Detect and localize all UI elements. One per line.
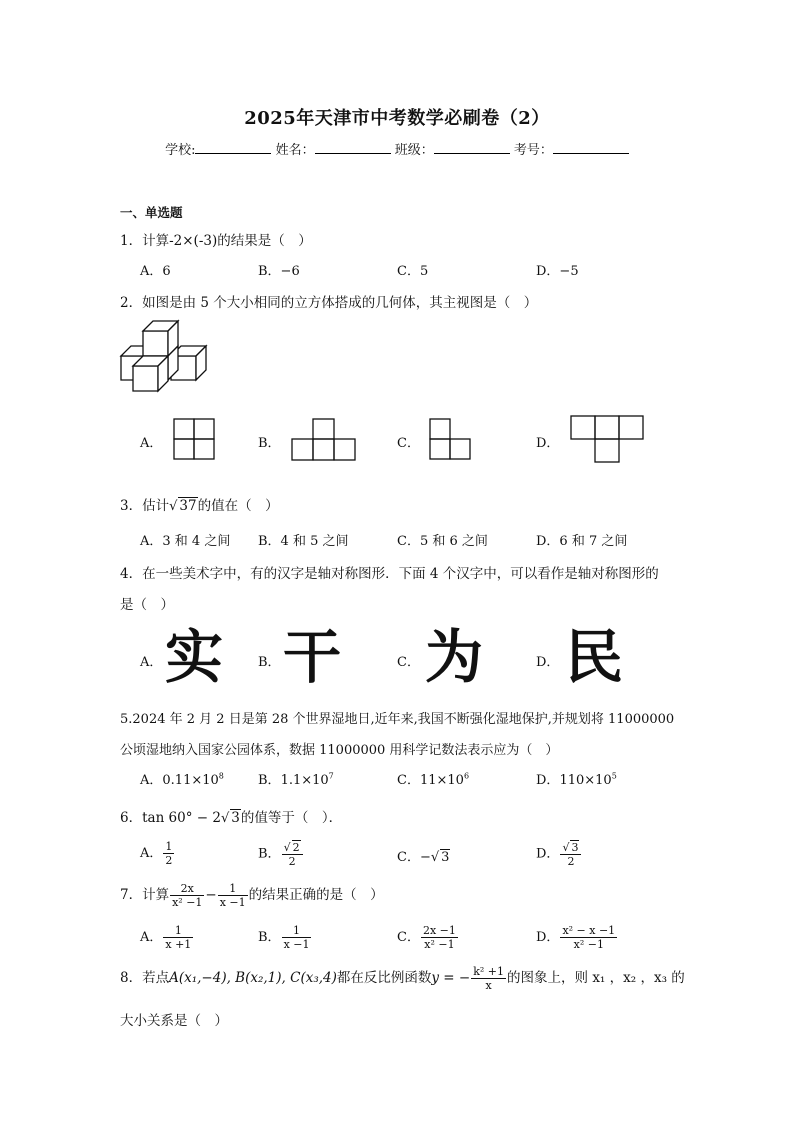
- question-2: [120, 291, 537, 311]
- q3-radicand: 37: [179, 498, 197, 514]
- q4-char-b: 干: [283, 623, 342, 691]
- q4-text-line2: 是（ ）: [120, 597, 174, 613]
- q2-option-a[interactable]: A．: [140, 436, 163, 451]
- q7-fraction-1: $\frac{2x}{\text{x² −1}}$: [172, 882, 203, 909]
- q8-points: A(x₁,−4), B(x₂,1), C(x₃,4): [169, 970, 337, 986]
- question-1: [120, 229, 312, 249]
- q1-number: 1．: [120, 233, 143, 249]
- q3-number: 3．: [120, 498, 143, 514]
- q7-option-b[interactable]: B． $\frac{1}{x -1}$: [258, 924, 310, 951]
- radical-sign-icon: √: [283, 841, 291, 854]
- q5-option-d[interactable]: D．$110\times 10^5$: [536, 771, 617, 788]
- q7-number: 7．: [120, 887, 143, 903]
- student-info-line: [0, 139, 794, 158]
- radical-sign-icon: √: [220, 811, 230, 826]
- q6-d-fraction: $\frac{√ 3}{2}$: [560, 840, 581, 868]
- question-8: [120, 965, 685, 992]
- q6-option-a[interactable]: A． $\frac{1}{2}$: [140, 840, 173, 867]
- question-4: [120, 562, 659, 582]
- view-c-figure: [429, 418, 471, 460]
- field-class: 班级：: [394, 143, 434, 158]
- q5-a-exp: 8: [218, 771, 224, 781]
- q4-option-a[interactable]: A．: [140, 655, 163, 670]
- q7-fraction-2: $\frac{1}{x -1}$: [219, 882, 246, 909]
- field-number: 考号：: [513, 143, 553, 158]
- q6-number: 6．: [120, 810, 143, 826]
- q2-option-d[interactable]: D．: [536, 436, 560, 451]
- q7-option-c[interactable]: C． $\frac{2x -1}{\text{x² −1}}$: [397, 924, 456, 951]
- q8-func-fraction: $\frac{\text{k² +1}}{x}$: [473, 965, 505, 992]
- class-blank[interactable]: [434, 141, 510, 154]
- q7-minus: −: [205, 887, 217, 903]
- q8-text-line2: 大小关系是（ ）: [120, 1013, 228, 1029]
- number-blank[interactable]: [553, 141, 629, 154]
- q5-number: 5.: [120, 712, 133, 727]
- q5-d-exp: 5: [611, 771, 617, 781]
- q7-b-fraction: $\frac{1}{x -1}$: [283, 924, 310, 951]
- q3-tail: 的值在（ ）: [197, 498, 279, 514]
- q4-char-d: 民: [565, 623, 624, 691]
- q5-c-mantissa: 11×10: [419, 773, 464, 788]
- section-heading: 一、单选题: [120, 205, 183, 220]
- q3-option-a[interactable]: A．3 和 4 之间: [140, 534, 231, 549]
- question-5: [120, 708, 674, 727]
- radical-sign-icon: √: [430, 850, 440, 865]
- q6-option-c[interactable]: C．−√ 3: [397, 850, 450, 865]
- q2-option-b[interactable]: B．: [258, 436, 281, 451]
- q1-tail: 的结果是（ ）: [217, 233, 312, 249]
- field-school: 学校:: [165, 143, 196, 158]
- q5-text-line2: 公顷湿地纳入国家公园体系，数据 11000000 用科学记数法表示应为（ ）: [120, 743, 559, 758]
- q4-number: 4．: [120, 566, 143, 582]
- q7-d-fraction: $\frac{\text{x² − x −1}}{\text{x² −1}}$: [562, 924, 616, 951]
- question-6: [120, 806, 342, 826]
- cube-stack-figure: [118, 318, 210, 394]
- q5-b-exp: 7: [328, 771, 334, 781]
- q5-text: 2024 年 2 月 2 日是第 28 个世界湿地日,近年来,我国不断强化湿地保护,并规划将 11000000: [132, 712, 675, 727]
- name-blank[interactable]: [315, 141, 391, 154]
- q7-option-d[interactable]: D． $\frac{\text{x² − x −1}}{\text{x² −1}}$: [536, 924, 616, 951]
- q2-option-c[interactable]: C．: [397, 436, 420, 451]
- q5-d-mantissa: 110×10: [559, 773, 612, 788]
- question-3: [120, 494, 279, 514]
- q2-number: 2．: [120, 295, 143, 311]
- q5-a-mantissa: 0.11×10: [162, 773, 219, 788]
- view-a-figure: [173, 418, 215, 460]
- q8-mid: 都在反比例函数: [336, 970, 432, 986]
- q4-option-d[interactable]: D．: [536, 655, 560, 670]
- q6-text: tan 60° − 2: [142, 810, 221, 826]
- q1-expr: -2×(-3): [169, 233, 218, 249]
- q8-func-lhs: y = −: [431, 970, 471, 986]
- view-d-figure: [570, 415, 644, 463]
- question-7: [120, 882, 384, 909]
- q1-option-d[interactable]: D．−5: [536, 264, 579, 279]
- view-b-figure: [291, 418, 356, 461]
- q1-option-b[interactable]: B．−6: [258, 264, 300, 279]
- radical-sign-icon: √: [562, 841, 570, 854]
- q6-option-d[interactable]: D． $\frac{√ 3}{2}$: [536, 840, 582, 868]
- q7-a-fraction: $\frac{1}{x +1}$: [165, 924, 192, 951]
- q1-option-a[interactable]: A．6: [140, 264, 171, 279]
- q6-a-fraction: $\frac{1}{2}$: [165, 840, 173, 867]
- page-title: 2025年天津市中考数学必刷卷（2）: [244, 108, 550, 129]
- q7-option-a[interactable]: A． $\frac{1}{x +1}$: [140, 924, 192, 951]
- q5-option-b[interactable]: B．$1.1\times 10^7$: [258, 771, 334, 788]
- q1-text: 计算: [142, 233, 170, 249]
- q5-c-exp: 6: [463, 771, 470, 781]
- q6-tail: 的值等于（ ）．: [240, 810, 343, 826]
- school-blank[interactable]: [195, 141, 271, 154]
- q3-option-c[interactable]: C．5 和 6 之间: [397, 534, 488, 549]
- q6-option-b[interactable]: B． $\frac{√ 2}{2}$: [258, 840, 304, 868]
- q6-c-radicand: 3: [441, 850, 450, 865]
- q7-c-fraction: $\frac{2x -1}{\text{x² −1}}$: [422, 924, 456, 951]
- q5-b-mantissa: 1.1×10: [280, 773, 329, 788]
- q6-c-minus: −: [419, 850, 431, 865]
- q8-number: 8．: [120, 970, 143, 986]
- q4-option-c[interactable]: C．: [397, 655, 420, 670]
- q6-radicand: 3: [231, 810, 240, 826]
- q8-tail: 的图象上，则 x₁ ，x₂ ，x₃ 的: [507, 970, 685, 986]
- q1-option-c[interactable]: C．5: [397, 264, 429, 279]
- field-name: 姓名：: [275, 143, 315, 158]
- q3-text: 估计: [142, 498, 170, 514]
- q7-text: 计算: [142, 887, 170, 903]
- q4-text: 在一些美术字中，有的汉字是轴对称图形．下面 4 个汉字中，可以看作是轴对称图形的: [142, 566, 659, 582]
- q2-text: 如图是由 5 个大小相同的立方体搭成的几何体，其主视图是（ ）: [142, 295, 538, 311]
- q3-option-d[interactable]: D．6 和 7 之间: [536, 534, 628, 549]
- q8-text: 若点: [142, 970, 170, 986]
- q4-char-c: 为: [425, 623, 484, 691]
- q6-b-fraction: $\frac{√ 2}{2}$: [282, 840, 303, 868]
- q5-option-a[interactable]: A．$0.11\times 10^8$: [140, 771, 224, 788]
- q3-option-b[interactable]: B．4 和 5 之间: [258, 534, 349, 549]
- radical-sign-icon: √: [169, 499, 178, 514]
- q4-char-a: 实: [165, 623, 224, 691]
- q5-option-c[interactable]: C．$11\times 10^6$: [397, 771, 470, 788]
- q7-tail: 的结果正确的是（ ）: [248, 887, 384, 903]
- q4-option-b[interactable]: B．: [258, 655, 281, 670]
